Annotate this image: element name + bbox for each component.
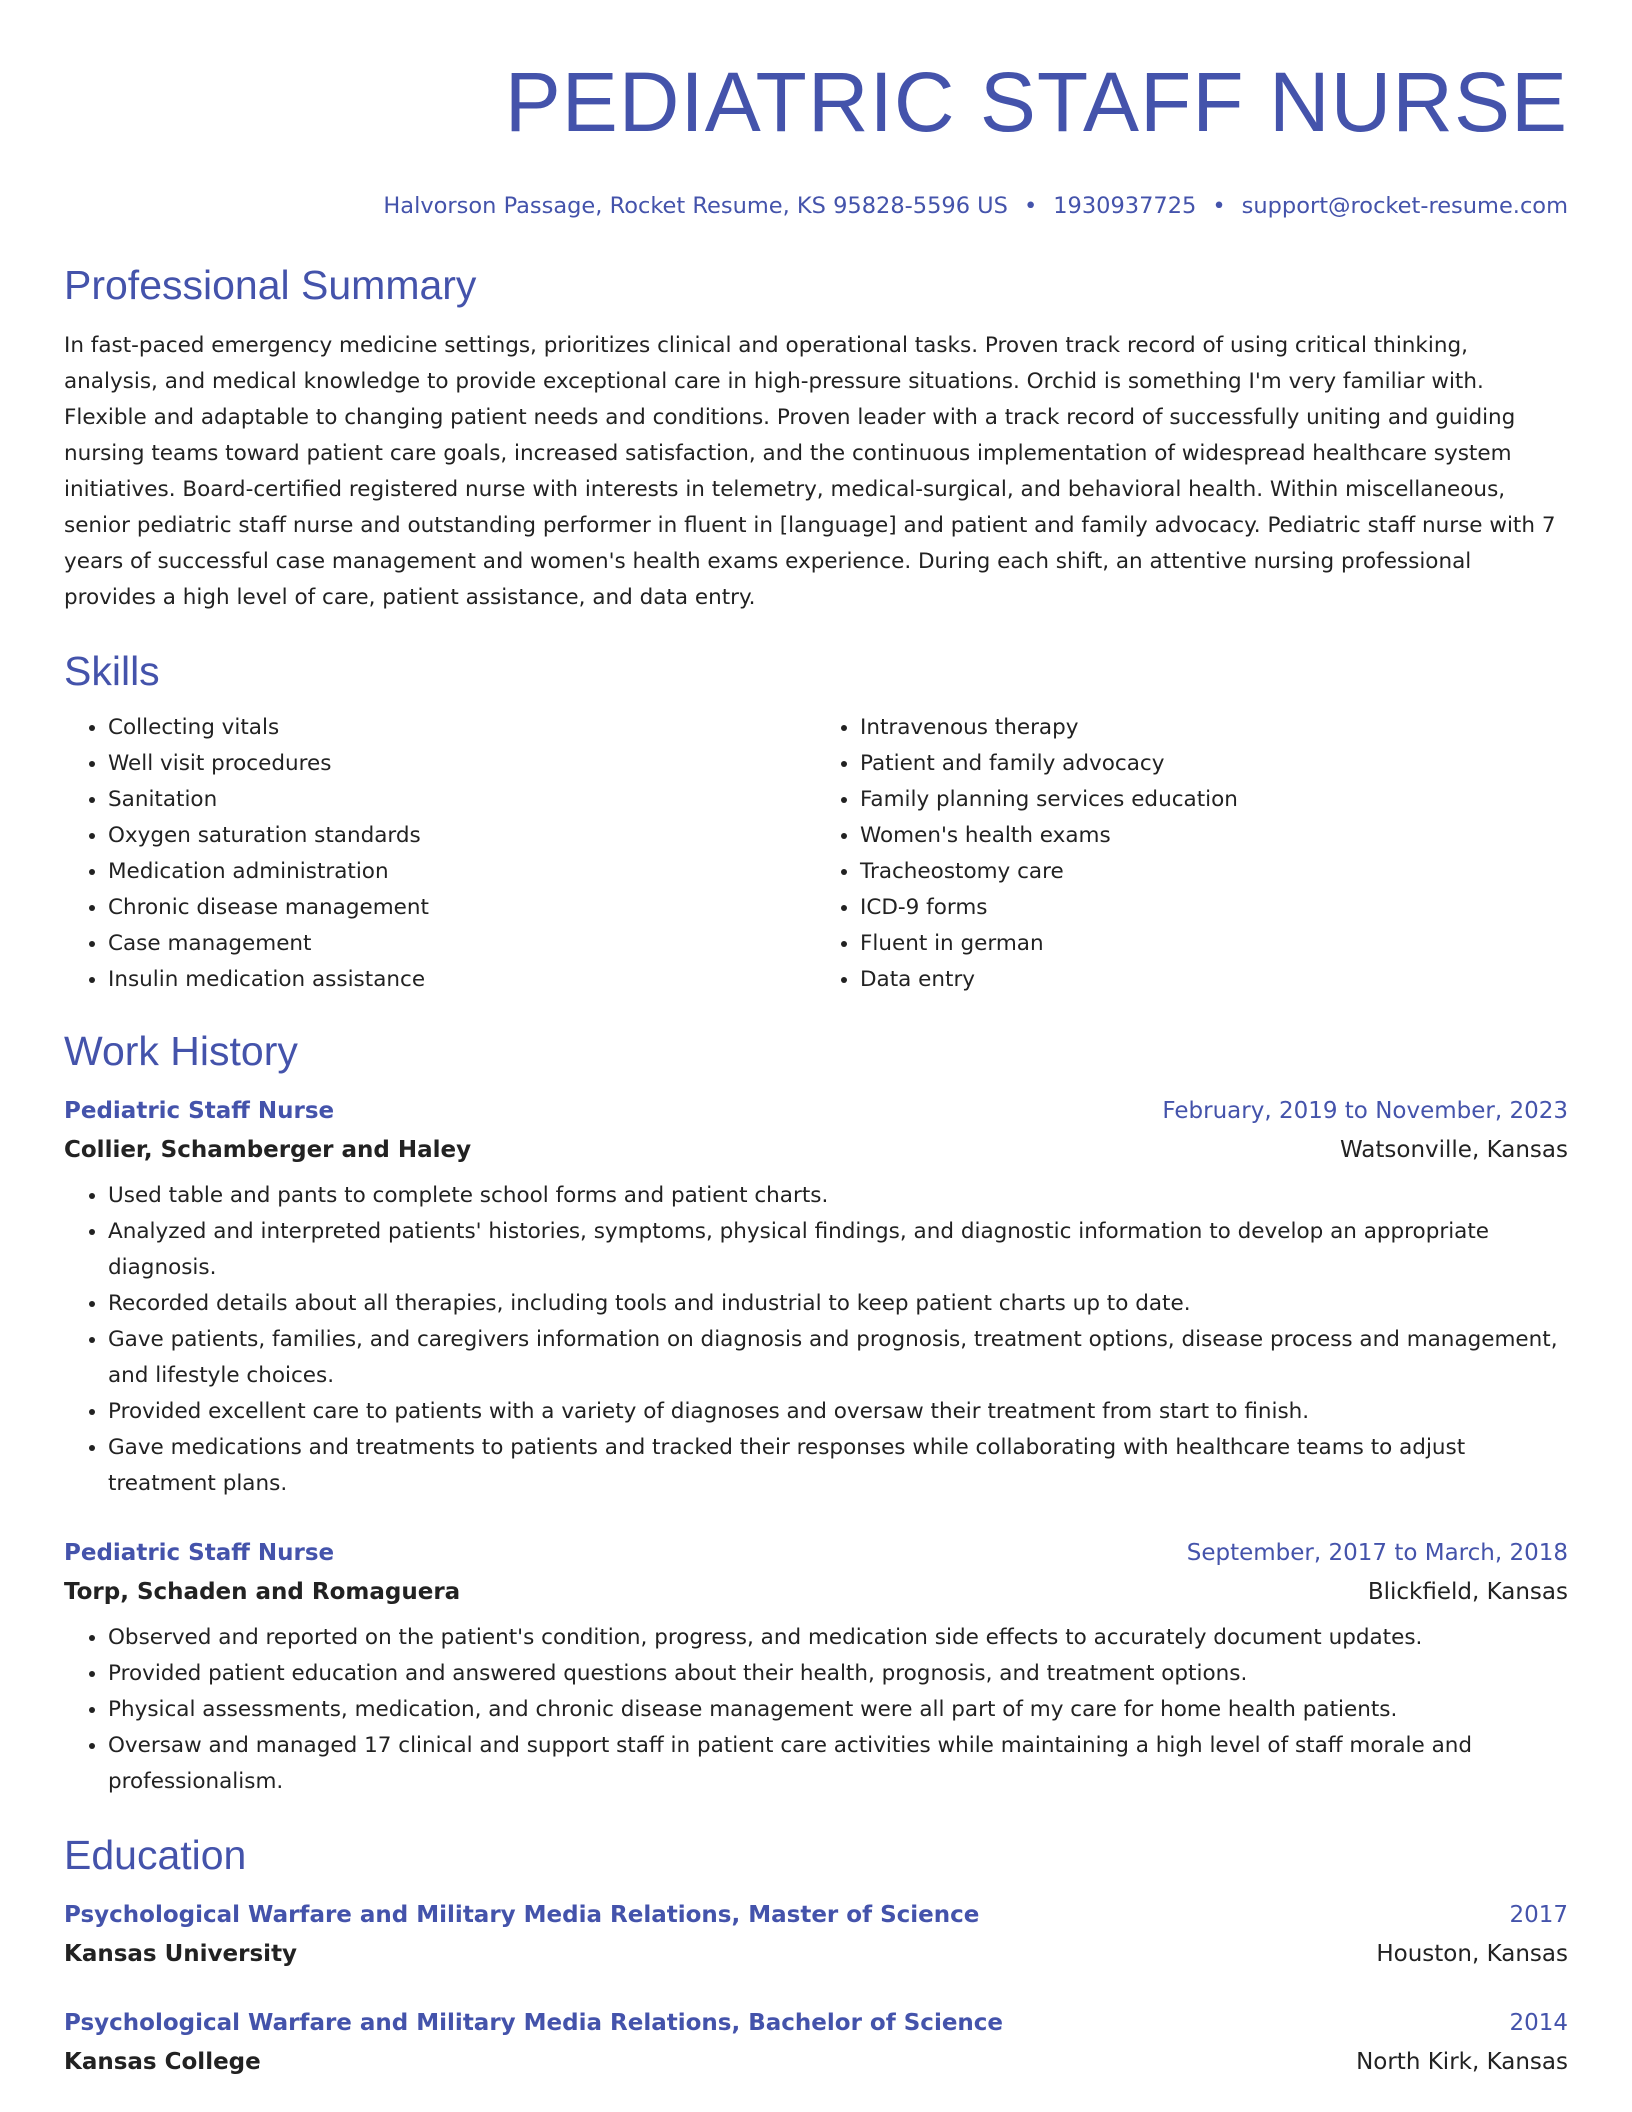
skills-grid xyxy=(64,710,1568,998)
contact-address: Halvorson Passage, Rocket Resume, KS 95828-5596 US xyxy=(383,193,1008,219)
job-bullet: • Physical assessments, medication, and chronic disease management were all part of my care for home health patients. xyxy=(108,1692,1568,1728)
school-row xyxy=(64,1934,1568,1974)
summary-text: In fast-paced emergency medicine settings, prioritizes clinical and operational tasks. Proven track record of using critical thinking, analysis, and medical knowledge to provide exceptional care in high-pressure situations. Orchid is something I'm very familiar with. Flexible and adaptable to changing patient needs and conditions. Proven leader with a track record of successfully uniting and guiding nursing teams toward patient care goals, increased satisfaction, and the continuous implementation of widespread healthcare system initiatives. Board-certified registered nurse with interests in telemetry, medical-surgical, and behavioral health. Within miscellaneous, senior pediatric staff nurse and outstanding performer in fluent in [language] and patient and family advocacy. Pediatric staff nurse with 7 years of successful case management and women's health exams experience. During each shift, an attentive nursing professional provides a high level of care, patient assistance, and data entry. xyxy=(64,333,1556,610)
summary-section xyxy=(64,260,1568,616)
skills-list-right xyxy=(816,710,1568,998)
job-company-row xyxy=(64,1572,1568,1612)
education-heading: Education xyxy=(64,1832,247,1878)
resume-header xyxy=(64,48,1568,220)
job-bullet: • Provided excellent care to patients with a variety of diagnoses and oversaw their treatment from start to finish. xyxy=(108,1394,1568,1430)
skill-item: • Patient and family advocacy xyxy=(860,746,1568,782)
job-location: Watsonville, Kansas xyxy=(1340,1137,1568,1163)
job-company-row xyxy=(64,1130,1568,1170)
skill-item: • Family planning services education xyxy=(860,782,1568,818)
job-company: Collier, Schamberger and Haley xyxy=(64,1137,472,1163)
job-bullets xyxy=(64,1178,1568,1502)
degree-year: 2017 xyxy=(1509,1902,1568,1928)
job-bullet: • Used table and pants to complete school forms and patient charts. xyxy=(108,1178,1568,1214)
job-bullet: • Provided patient education and answered questions about their health, prognosis, and treatment options. xyxy=(108,1656,1568,1692)
skills-list-left xyxy=(64,710,816,998)
degree-title: Psychological Warfare and Military Media Relations, Master of Science xyxy=(64,1902,980,1928)
school-location: Houston, Kansas xyxy=(1376,1941,1568,1967)
job-title: Pediatric Staff Nurse xyxy=(64,1540,335,1566)
skill-item: • Sanitation xyxy=(108,782,816,818)
job-entry xyxy=(64,1092,1568,1502)
contact-separator: • xyxy=(1212,193,1226,219)
job-bullets xyxy=(64,1620,1568,1800)
job-company: Torp, Schaden and Romaguera xyxy=(64,1579,461,1605)
job-location: Blickfield, Kansas xyxy=(1367,1579,1568,1605)
contact-separator: • xyxy=(1023,193,1038,219)
contact-phone: 1930937725 xyxy=(1053,193,1197,219)
skill-item: • Tracheostomy care xyxy=(860,854,1568,890)
skill-item: • Well visit procedures xyxy=(108,746,816,782)
degree-year: 2014 xyxy=(1509,2010,1568,2036)
school-name: Kansas College xyxy=(64,2049,261,2075)
skill-item: • Collecting vitals xyxy=(108,710,816,746)
education-section xyxy=(64,1830,1568,2082)
skill-item: • Women's health exams xyxy=(860,818,1568,854)
contact-line xyxy=(64,192,1568,220)
education-entry xyxy=(64,1896,1568,1974)
job-dates: February, 2019 to November, 2023 xyxy=(1162,1098,1568,1124)
skills-heading: Skills xyxy=(64,648,160,694)
job-entry xyxy=(64,1534,1568,1800)
job-title: Pediatric Staff Nurse xyxy=(64,1098,335,1124)
skill-item: • Oxygen saturation standards xyxy=(108,818,816,854)
school-location: North Kirk, Kansas xyxy=(1356,2049,1568,2075)
skill-item: • Intravenous therapy xyxy=(860,710,1568,746)
job-title-row xyxy=(64,1534,1568,1572)
school-name: Kansas University xyxy=(64,1941,298,1967)
skills-section xyxy=(64,646,1568,998)
job-bullet: • Gave patients, families, and caregivers information on diagnosis and prognosis, treatment options, disease process and management, and lifestyle choices. xyxy=(108,1322,1568,1394)
job-bullet: • Analyzed and interpreted patients' histories, symptoms, physical findings, and diagnostic information to develop an appropriate diagnosis. xyxy=(108,1214,1568,1286)
skill-item: • Medication administration xyxy=(108,854,816,890)
work-history-heading: Work History xyxy=(64,1028,298,1074)
skill-item: • Chronic disease management xyxy=(108,890,816,926)
job-dates: September, 2017 to March, 2018 xyxy=(1186,1540,1568,1566)
skill-item: • Case management xyxy=(108,926,816,962)
skill-item: • Insulin medication assistance xyxy=(108,962,816,998)
job-title-row xyxy=(64,1092,1568,1130)
skill-item: • Fluent in german xyxy=(860,926,1568,962)
skill-item: • Data entry xyxy=(860,962,1568,998)
resume-name: PEDIATRIC STAFF NURSE xyxy=(504,55,1568,149)
contact-email[interactable]: support@rocket-resume.com xyxy=(1241,193,1568,219)
job-bullet: • Recorded details about all therapies, including tools and industrial to keep patient charts up to date. xyxy=(108,1286,1568,1322)
job-bullet: • Gave medications and treatments to patients and tracked their responses while collaborating with healthcare teams to adjust treatment plans. xyxy=(108,1430,1568,1502)
work-history-section xyxy=(64,1026,1568,1800)
skill-item: • ICD-9 forms xyxy=(860,890,1568,926)
school-row xyxy=(64,2042,1568,2082)
education-entry xyxy=(64,2004,1568,2082)
degree-row xyxy=(64,1896,1568,1934)
job-bullet: • Oversaw and managed 17 clinical and support staff in patient care activities while maintaining a high level of staff morale and professionalism. xyxy=(108,1728,1568,1800)
degree-title: Psychological Warfare and Military Media Relations, Bachelor of Science xyxy=(64,2010,1004,2036)
degree-row xyxy=(64,2004,1568,2042)
summary-heading: Professional Summary xyxy=(64,262,477,308)
job-bullet: • Observed and reported on the patient's condition, progress, and medication side effects to accurately document updates. xyxy=(108,1620,1568,1656)
